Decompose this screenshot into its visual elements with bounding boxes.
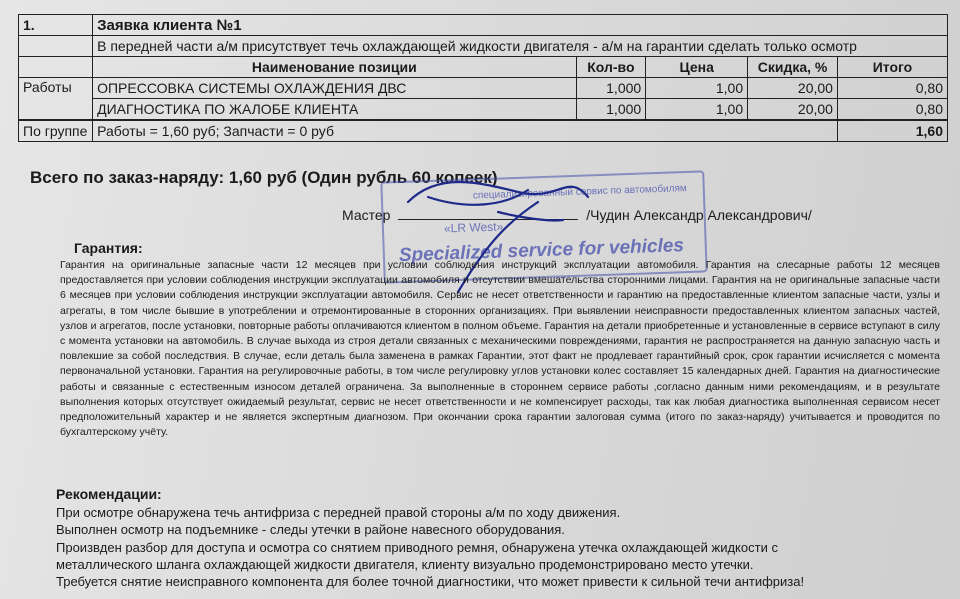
- order-table: [18, 14, 948, 142]
- list-item: Выполнен осмотр на подъемнике - следы утечки в районе навесного оборудования.: [56, 522, 565, 538]
- list-item: Произвден разбор для доступа и осмотра со снятием приводного ремня, обнаружена утечка охлаждающей жидкости с: [56, 539, 778, 555]
- summary-label: По группе: [19, 120, 93, 142]
- row-qty: 1,000: [576, 78, 646, 99]
- row-qty: 1,000: [576, 99, 646, 121]
- col-name: Наименование позиции: [93, 57, 576, 78]
- table-row: [19, 99, 948, 121]
- col-price: Цена: [646, 57, 748, 78]
- stamp-line-2: «LR West»: [443, 219, 504, 236]
- warranty-heading: Гарантия:: [74, 240, 143, 256]
- group-label: Работы: [19, 78, 93, 121]
- col-discount: Скидка, %: [748, 57, 838, 78]
- list-item: При осмотре обнаружена течь антифриза с передней правой стороны а/м по ходу движения.: [56, 505, 621, 520]
- master-label: Мастер: [342, 207, 391, 223]
- list-item: металлического шланга охлаждающей жидкости двигателя, клиенту визуально продемонстрировано место утечки.: [56, 556, 754, 572]
- summary-total: 1,60: [837, 120, 947, 142]
- order-title: Заявка клиента №1: [93, 15, 948, 36]
- row-price: 1,00: [646, 78, 748, 99]
- empty-cell: [19, 36, 93, 57]
- row-price: 1,00: [646, 99, 748, 121]
- order-title-row: [19, 15, 948, 36]
- row-name: ОПРЕССОВКА СИСТЕМЫ ОХЛАЖДЕНИЯ ДВС: [93, 78, 576, 99]
- order-description: В передней части а/м присутствует течь охлаждающей жидкости двигателя - а/м на гарантии сделать только осмотр: [93, 36, 948, 57]
- col-total: Итого: [837, 57, 947, 78]
- stamp-line-3: Specialized service for vehicles: [398, 235, 685, 267]
- col-qty: Кол-во: [576, 57, 646, 78]
- row-discount: 20,00: [748, 78, 838, 99]
- summary-row: [19, 120, 948, 142]
- row-name: ДИАГНОСТИКА ПО ЖАЛОБЕ КЛИЕНТА: [93, 99, 576, 121]
- list-item: Требуется снятие неисправного компонента для более точной диагностики, что может привести к сильной течи антифриза!: [56, 574, 805, 590]
- summary-text: Работы = 1,60 руб; Запчасти = 0 руб: [93, 120, 838, 142]
- row-total: 0,80: [837, 99, 947, 121]
- recommendations-list: [56, 504, 936, 590]
- order-total-line: Всего по заказ-наряду: 1,60 руб (Один рубль 60 копеек): [30, 168, 498, 187]
- order-description-row: [19, 36, 948, 57]
- row-total: 0,80: [837, 78, 947, 99]
- empty-cell: [19, 57, 93, 78]
- warranty-text: Гарантия на оригинальные запасные части 12 месяцев при условии соблюдения инструкций эксплуатации автомобиля. Гарантия на слесарные работы 12 месяцев предоставляется при условии соблюдения инструкции эксплуатации автомобиля и отсутствии вмешательства сторонними лицами. Гарантия на не оригинальные запасные части 6 месяцев при условии соблюдения инструкции эксплуатации автомобиля. Сервис не несет ответственности и гарантию на предоставленные клиентом запасные части, узлы и агрегаты, в том числе бывшие в употреблении и отремонтированные в сторонних организациях. При выявлении неисправности предоставленных клиентом запасных частей, узлов и агрегатов, после установки, повторные работы оплачиваются клиентом в полном объеме. Гарантия на детали приобретенные и установленные в сервисе вступают в силу с момента установки на автомобиль. В случае выхода из строя детали связанных с механическими повреждениями, гарантия не распространяется на данную запасную часть и повлекшие за собой последствия. В случае, если деталь была заменена в рамках Гарантии, этот факт не продлевает гарантийный срок, срок гарантии исчисляется с момента первоначальной установки. Гарантия на регулировочные работы, в том числе регулировку углов установки колес составляет 15 календарных дней. Гарантия на диагностические работы и связанные с естественным износом деталей ограничена. За выполненные в стороннем сервисе работы ,согласно данным ними рекомендациям, и в результате выполнения которых отсутствует ожидаемый результат, сервис не несет ответственности и не компенсирует расходы, так как любая диагностика выполненная сервисом несет предположительный характер и не является экспертным диагнозом. При окончании срока гарантии залоговая сумма (итого по заказ-наряду) учитывается и проводится по бухгалтерскому учёту.: [60, 259, 940, 439]
- recommendations-heading: Рекомендации:: [56, 486, 162, 502]
- row-discount: 20,00: [748, 99, 838, 121]
- table-header: [19, 57, 948, 78]
- stamp-line-1: специализированный сервис по автомобилям: [472, 182, 687, 202]
- table-row: [19, 78, 948, 99]
- order-number: 1.: [19, 15, 93, 36]
- master-name: /Чудин Александр Александрович/: [586, 207, 812, 223]
